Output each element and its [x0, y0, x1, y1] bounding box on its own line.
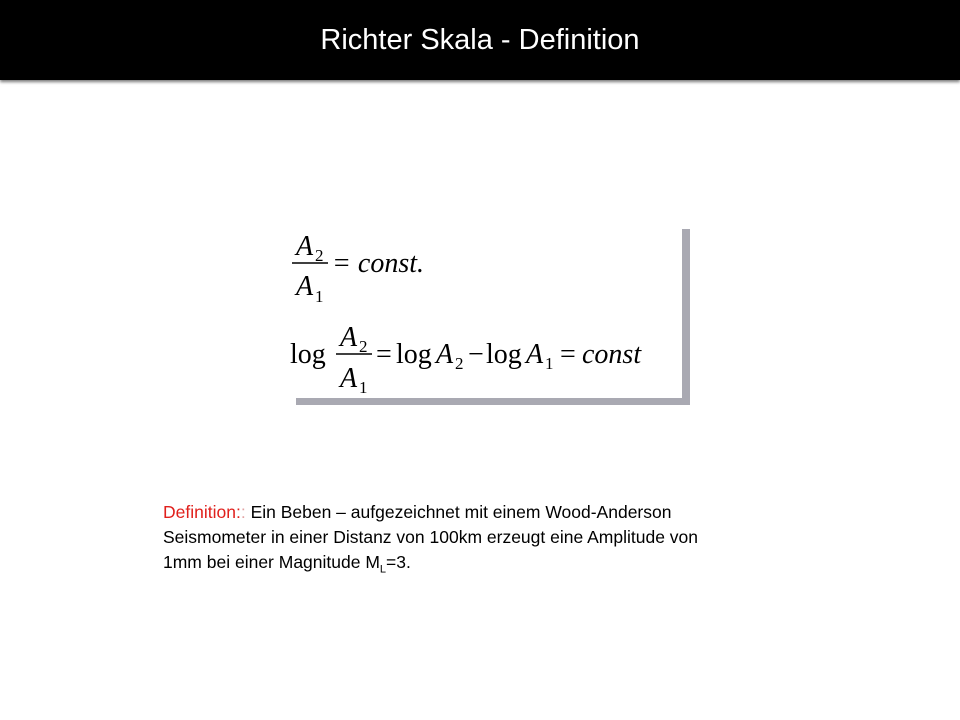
- eq2-denominator-sub: 1: [359, 378, 368, 397]
- definition-line-1-text: Ein Beben – aufgezeichnet mit einem Wood-Anderson: [245, 502, 672, 522]
- eq1-denominator-var: A: [296, 271, 314, 302]
- definition-line-1: [163, 500, 843, 525]
- equation-log: [290, 322, 642, 397]
- definition-text: [163, 500, 843, 575]
- eq1-numerator-var: A: [296, 231, 314, 262]
- eq2-numerator-sub: 2: [359, 337, 368, 356]
- eq2-a1-sub: 1: [545, 354, 554, 373]
- eq2-a2: A: [436, 339, 454, 370]
- definition-line-3-pre: 1mm bei einer Magnitude M: [163, 552, 380, 572]
- eq2-equals-1: =: [376, 339, 392, 370]
- definition-line-2: Seismometer in einer Distanz von 100km erzeugt eine Amplitude von: [163, 527, 698, 547]
- title-bar: [0, 0, 960, 80]
- definition-label: Definition:: [163, 502, 241, 522]
- slide-title: Richter Skala - Definition: [320, 24, 640, 56]
- eq1-denominator-sub: 1: [315, 287, 324, 306]
- eq2-rhs: const: [582, 339, 642, 370]
- eq2-equals-2: =: [560, 339, 576, 370]
- equation-ratio-const: [292, 231, 424, 306]
- eq2-log-2: log: [396, 339, 432, 370]
- eq2-a2-sub: 2: [455, 354, 464, 373]
- eq1-numerator-sub: 2: [315, 246, 324, 265]
- eq2-minus: −: [468, 339, 484, 370]
- eq2-numerator-var: A: [340, 322, 358, 353]
- formula-box: [288, 222, 682, 398]
- formula-svg: [288, 222, 682, 398]
- eq2-log: log: [290, 339, 326, 370]
- eq2-a1: A: [526, 339, 544, 370]
- eq2-log-3: log: [486, 339, 522, 370]
- definition-line-3: [163, 550, 843, 575]
- magnitude-subscript: L: [379, 563, 387, 576]
- eq2-denominator-var: A: [340, 363, 358, 394]
- eq1-rhs: = const.: [332, 248, 424, 279]
- definition-extra-colon: :: [240, 502, 246, 522]
- definition-line-3-post: =3.: [386, 552, 411, 572]
